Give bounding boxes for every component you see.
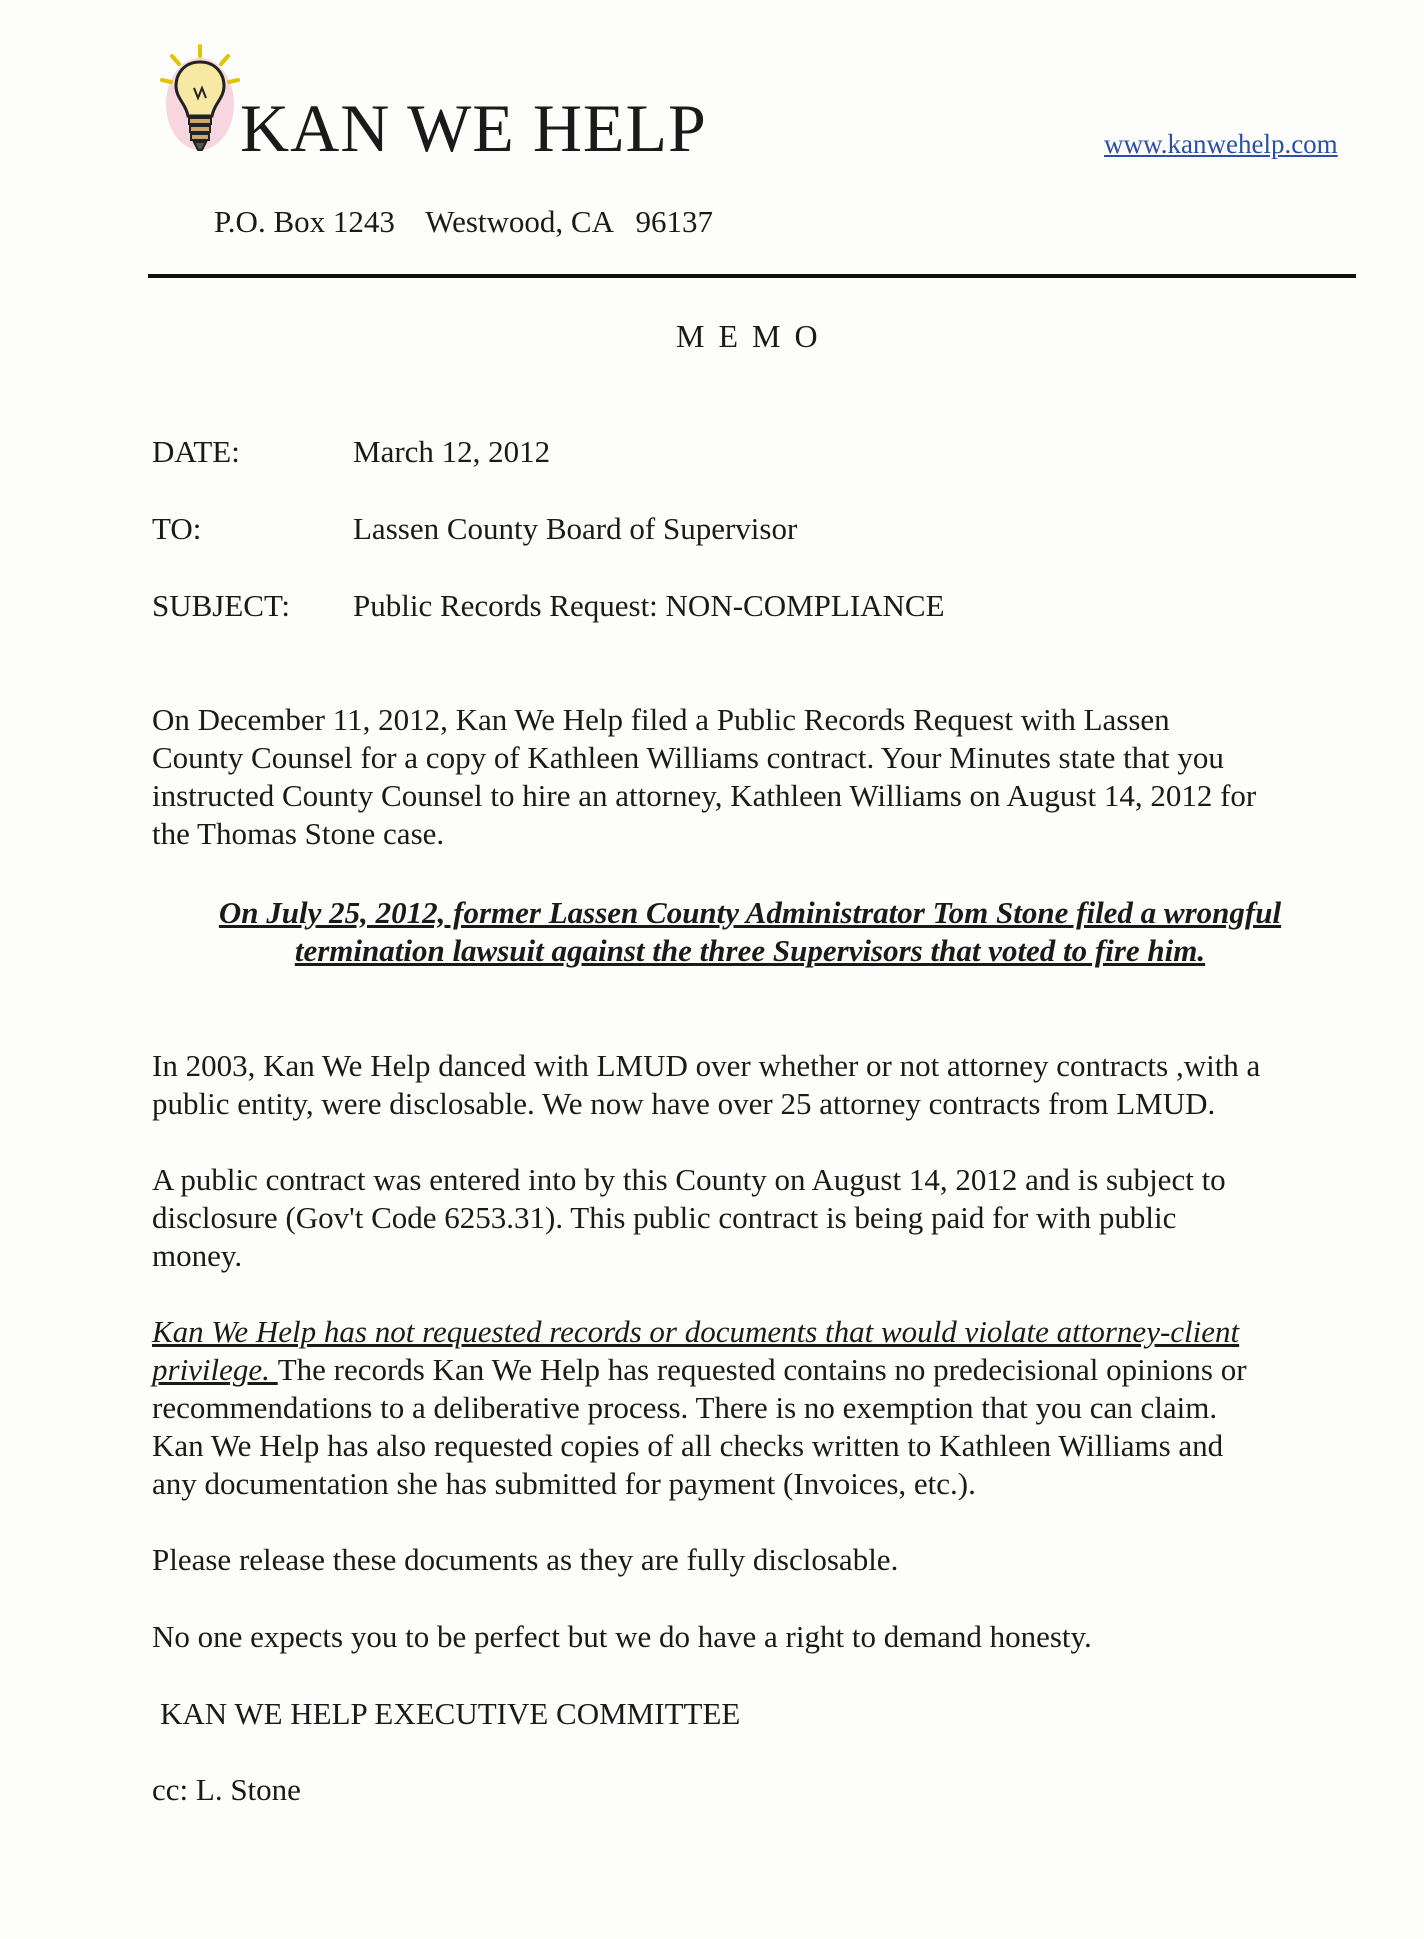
paragraph-line: Kan We Help has also requested copies of all checks written to Kathleen Williams and — [152, 1428, 1224, 1463]
organization-name: KAN WE HELP — [240, 90, 707, 166]
paragraph-lmud-history — [152, 1047, 1352, 1123]
subject-value: Public Records Request: NON-COMPLIANCE — [353, 588, 945, 623]
closing-statement: No one expects you to be perfect but we do have a right to demand honesty. — [152, 1619, 1092, 1654]
date-value: March 12, 2012 — [353, 434, 551, 469]
paragraph-line: recommendations to a deliberative process. There is no exemption that you can claim. — [152, 1390, 1218, 1425]
paragraph-line: On December 11, 2012, Kan We Help filed a Public Records Request with Lassen — [152, 702, 1170, 737]
paragraph-public-contract — [152, 1161, 1352, 1275]
callout-line: On July 25, 2012, former Lassen County Administrator Tom Stone filed a wrongful — [218, 895, 1282, 930]
callout-line: termination lawsuit against the three Supervisors that voted to fire him. — [294, 933, 1206, 968]
to-label: TO: — [152, 511, 202, 546]
privilege-emphasis: privilege. — [152, 1352, 278, 1387]
privilege-continuation: The records Kan We Help has requested contains no predecisional opinions or — [277, 1352, 1247, 1387]
paragraph-line: money. — [152, 1238, 243, 1273]
website-link[interactable]: www.kanwehelp.com — [1104, 129, 1338, 159]
release-request: Please release these documents as they are fully disclosable. — [152, 1542, 899, 1577]
to-value: Lassen County Board of Supervisor — [353, 511, 798, 546]
header-divider — [148, 274, 1356, 278]
paragraph-line: any documentation she has submitted for payment (Invoices, etc.). — [152, 1466, 976, 1501]
paragraph-privilege — [152, 1313, 1352, 1503]
paragraph-line: public entity, were disclosable. We now have over 25 attorney contracts from LMUD. — [152, 1086, 1216, 1121]
lightbulb-icon — [156, 40, 246, 160]
paragraph-line: the Thomas Stone case. — [152, 816, 445, 851]
subject-label: SUBJECT: — [152, 588, 290, 623]
paragraph-line: County Counsel for a copy of Kathleen Williams contract. Your Minutes state that you — [152, 740, 1224, 775]
memo-title: MEMO — [676, 318, 832, 354]
paragraph-line — [152, 1351, 1352, 1389]
lawsuit-callout — [150, 894, 1350, 970]
cc-line: cc: L. Stone — [152, 1772, 301, 1807]
paragraph-line: A public contract was entered into by this County on August 14, 2012 and is subject to — [152, 1162, 1226, 1197]
paragraph-line: disclosure (Gov't Code 6253.31). This public contract is being paid for with public — [152, 1200, 1177, 1235]
signature-block: KAN WE HELP EXECUTIVE COMMITTEE — [160, 1696, 741, 1731]
privilege-emphasis-line: Kan We Help has not requested records or documents that would violate attorney-client — [152, 1314, 1240, 1349]
date-label: DATE: — [152, 434, 240, 469]
paragraph-line: In 2003, Kan We Help danced with LMUD over whether or not attorney contracts ,with a — [152, 1048, 1261, 1083]
paragraph-request-filed — [152, 701, 1352, 853]
mailing-address: P.O. Box 1243 Westwood, CA 96137 — [214, 204, 714, 239]
paragraph-line: instructed County Counsel to hire an attorney, Kathleen Williams on August 14, 2012 for — [152, 778, 1257, 813]
